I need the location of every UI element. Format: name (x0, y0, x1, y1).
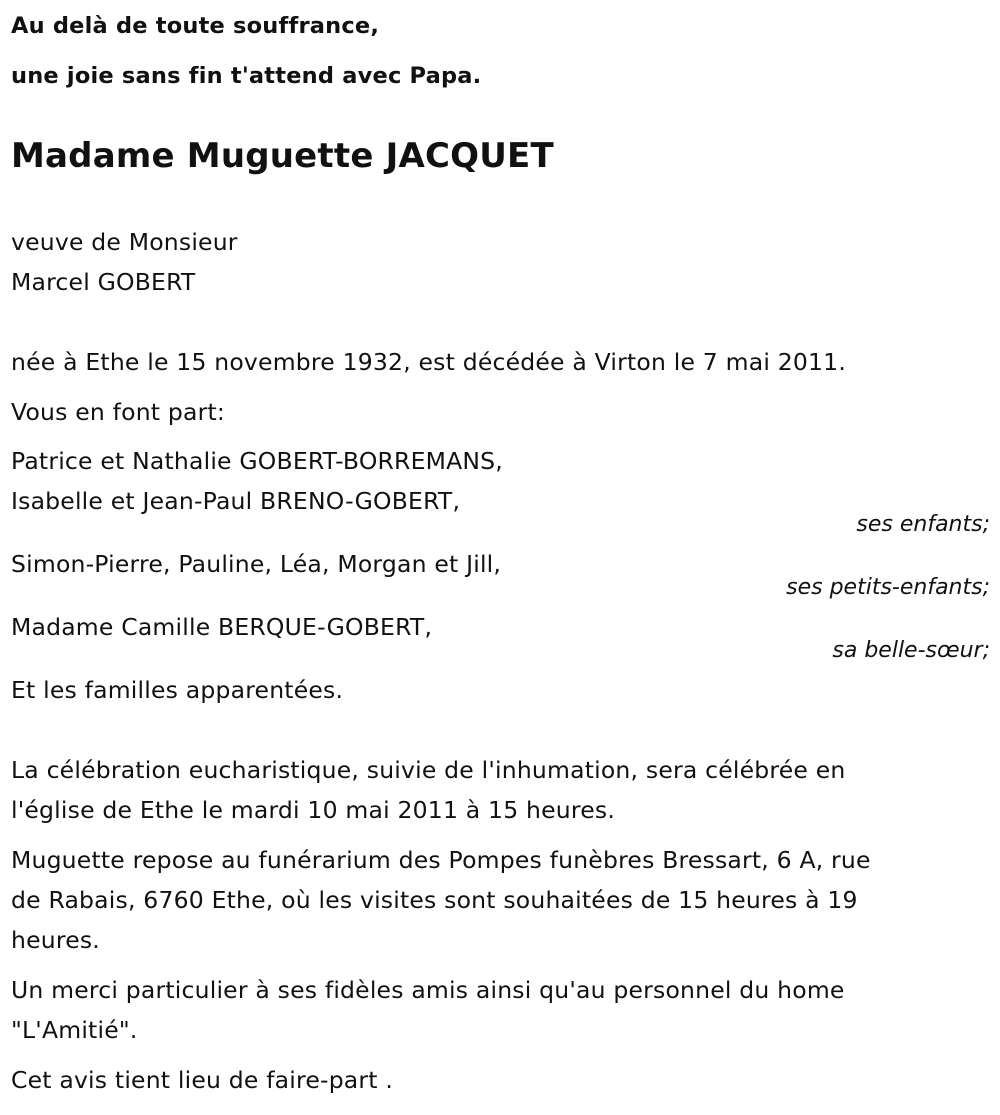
announcers-intro: Vous en font part: (11, 398, 225, 426)
spouse-line-1: veuve de Monsieur (11, 228, 238, 256)
thanks-line-2: "L'Amitié". (11, 1016, 138, 1044)
rest-line-2: de Rabais, 6760 Ethe, où les visites sont souhaitées de 15 heures à 19 (11, 886, 858, 914)
intro-line-2: une joie sans fin t'attend avec Papa. (11, 63, 482, 89)
spouse-line-2: Marcel GOBERT (11, 268, 196, 296)
relatives-line: Et les familles apparentées. (11, 676, 344, 704)
children-line-2: Isabelle et Jean-Paul BRENO-GOBERT, (11, 487, 461, 515)
children-role: ses enfants; (856, 512, 990, 537)
sister-in-law-role: sa belle-sœur; (832, 638, 990, 663)
grandchildren-role: ses petits-enfants; (786, 575, 990, 600)
birth-death-statement: née à Ethe le 15 novembre 1932, est décédée à Virton le 7 mai 2011. (11, 348, 846, 376)
thanks-line-1: Un merci particulier à ses fidèles amis ainsi qu'au personnel du home (11, 976, 845, 1004)
intro-line-1: Au delà de toute souffrance, (11, 13, 380, 39)
rest-line-3: heures. (11, 926, 100, 954)
grandchildren-line: Simon-Pierre, Pauline, Léa, Morgan et Jill, (11, 550, 502, 578)
rest-line-1: Muguette repose au funérarium des Pompes funèbres Bressart, 6 A, rue (11, 846, 871, 874)
ceremony-line-2: l'église de Ethe le mardi 10 mai 2011 à 15 heures. (11, 796, 615, 824)
sister-in-law-line: Madame Camille BERQUE-GOBERT, (11, 613, 433, 641)
ceremony-line-1: La célébration eucharistique, suivie de l'inhumation, sera célébrée en (11, 756, 846, 784)
closing-line: Cet avis tient lieu de faire-part . (11, 1066, 394, 1094)
deceased-name: Madame Muguette JACQUET (11, 136, 554, 176)
children-line-1: Patrice et Nathalie GOBERT-BORREMANS, (11, 447, 503, 475)
